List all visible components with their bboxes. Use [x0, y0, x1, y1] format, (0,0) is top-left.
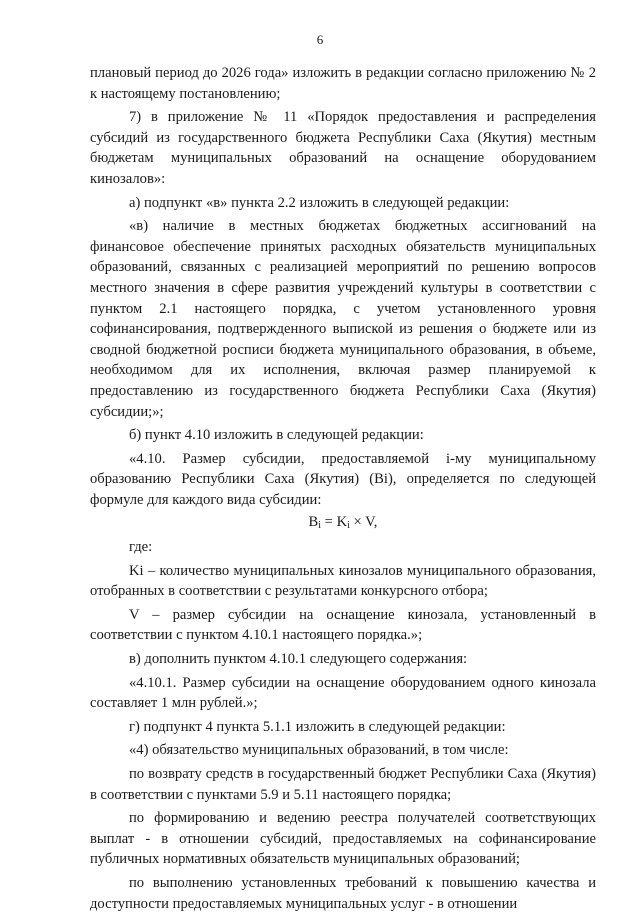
paragraph: «в) наличие в местных бюджетах бюджетных ассигнований на финансовое обеспечение принятых расходных обязательств муниципальных образований, связанных с реализацией мероприятий по решению вопросов местного значения в сфере развития учреждений культуры в соответствии с пунктом 2.1 настоящего порядка, с учетом установленного уровня софинансирования, подтвержденного выпиской из решения о бюджете или из сводной бюджетной росписи бюджета муниципального образования, в объеме, необходимом для их исполнения, включая размер планируемой к предоставлению из государственного бюджета Республики Саха (Якутия) субсидии;»; [90, 218, 596, 420]
paragraph: Ki – количество муниципальных кинозалов муниципального образования, отобранных в соответствии с результатами конкурсного отбора; [90, 562, 596, 600]
paragraph: в) дополнить пунктом 4.10.1 следующего содержания: [129, 651, 468, 668]
paragraph: г) подпункт 4 пункта 5.1.1 изложить в следующей редакции: [129, 718, 506, 735]
paragraph: а) подпункт «в» пункта 2.2 изложить в следующей редакции: [129, 194, 510, 211]
formula-lhs-subscript: i [318, 520, 322, 532]
paragraph: «4) обязательство муниципальных образований, в том числе: [129, 742, 509, 759]
paragraph: плановый период до 2026 года» изложить в редакции согласно приложению № 2 к настоящему постановлению; [90, 65, 596, 102]
paragraph: по возврату средств в государственный бюджет Республики Саха (Якутия) в соответствии с пунктами 5.9 и 5.11 настоящего порядка; [90, 766, 596, 803]
document-body [90, 63, 596, 914]
paragraph: «4.10.1. Размер субсидии на оснащение оборудованием одного кинозала составляет 1 млн рублей.»; [90, 674, 596, 712]
formula-rest: × V, [349, 514, 378, 531]
paragraph: по формированию и ведению реестра получателей соответствующих выплат - в отношении субсидий, предоставляемых на софинансирование публичных нормативных обязательств муниципальных образований; [90, 810, 596, 868]
paragraph: V – размер субсидии на оснащение кинозала, установленный в соответствии с пунктом 4.10.1 настоящего порядка.»; [90, 606, 596, 644]
formula [90, 512, 596, 533]
paragraph: по выполнению установленных требований к повышению качества и доступности предоставляемых муниципальных услуг - в отношении [90, 874, 596, 912]
paragraph: где: [129, 539, 153, 556]
paragraph: б) пункт 4.10 изложить в следующей редакции: [129, 427, 424, 444]
formula-k-subscript: i [347, 520, 350, 532]
formula-equals: = [321, 514, 337, 531]
formula-lhs: B [308, 514, 319, 531]
page-number: 6 [316, 32, 324, 47]
paragraph: 7) в приложение № 11 «Порядок предоставления и распределения субсидий из государственного бюджета Республики Саха (Якутия) местным бюджетам муниципальных образований на оснащение оборудованием кинозалов»: [90, 109, 596, 187]
formula-k: K [336, 514, 348, 531]
paragraph: «4.10. Размер субсидии, предоставляемой i-му муниципальному образованию Республики Саха (Якутия) (Bi), определяется по следующей формуле для каждого вида субсидии: [90, 450, 596, 508]
